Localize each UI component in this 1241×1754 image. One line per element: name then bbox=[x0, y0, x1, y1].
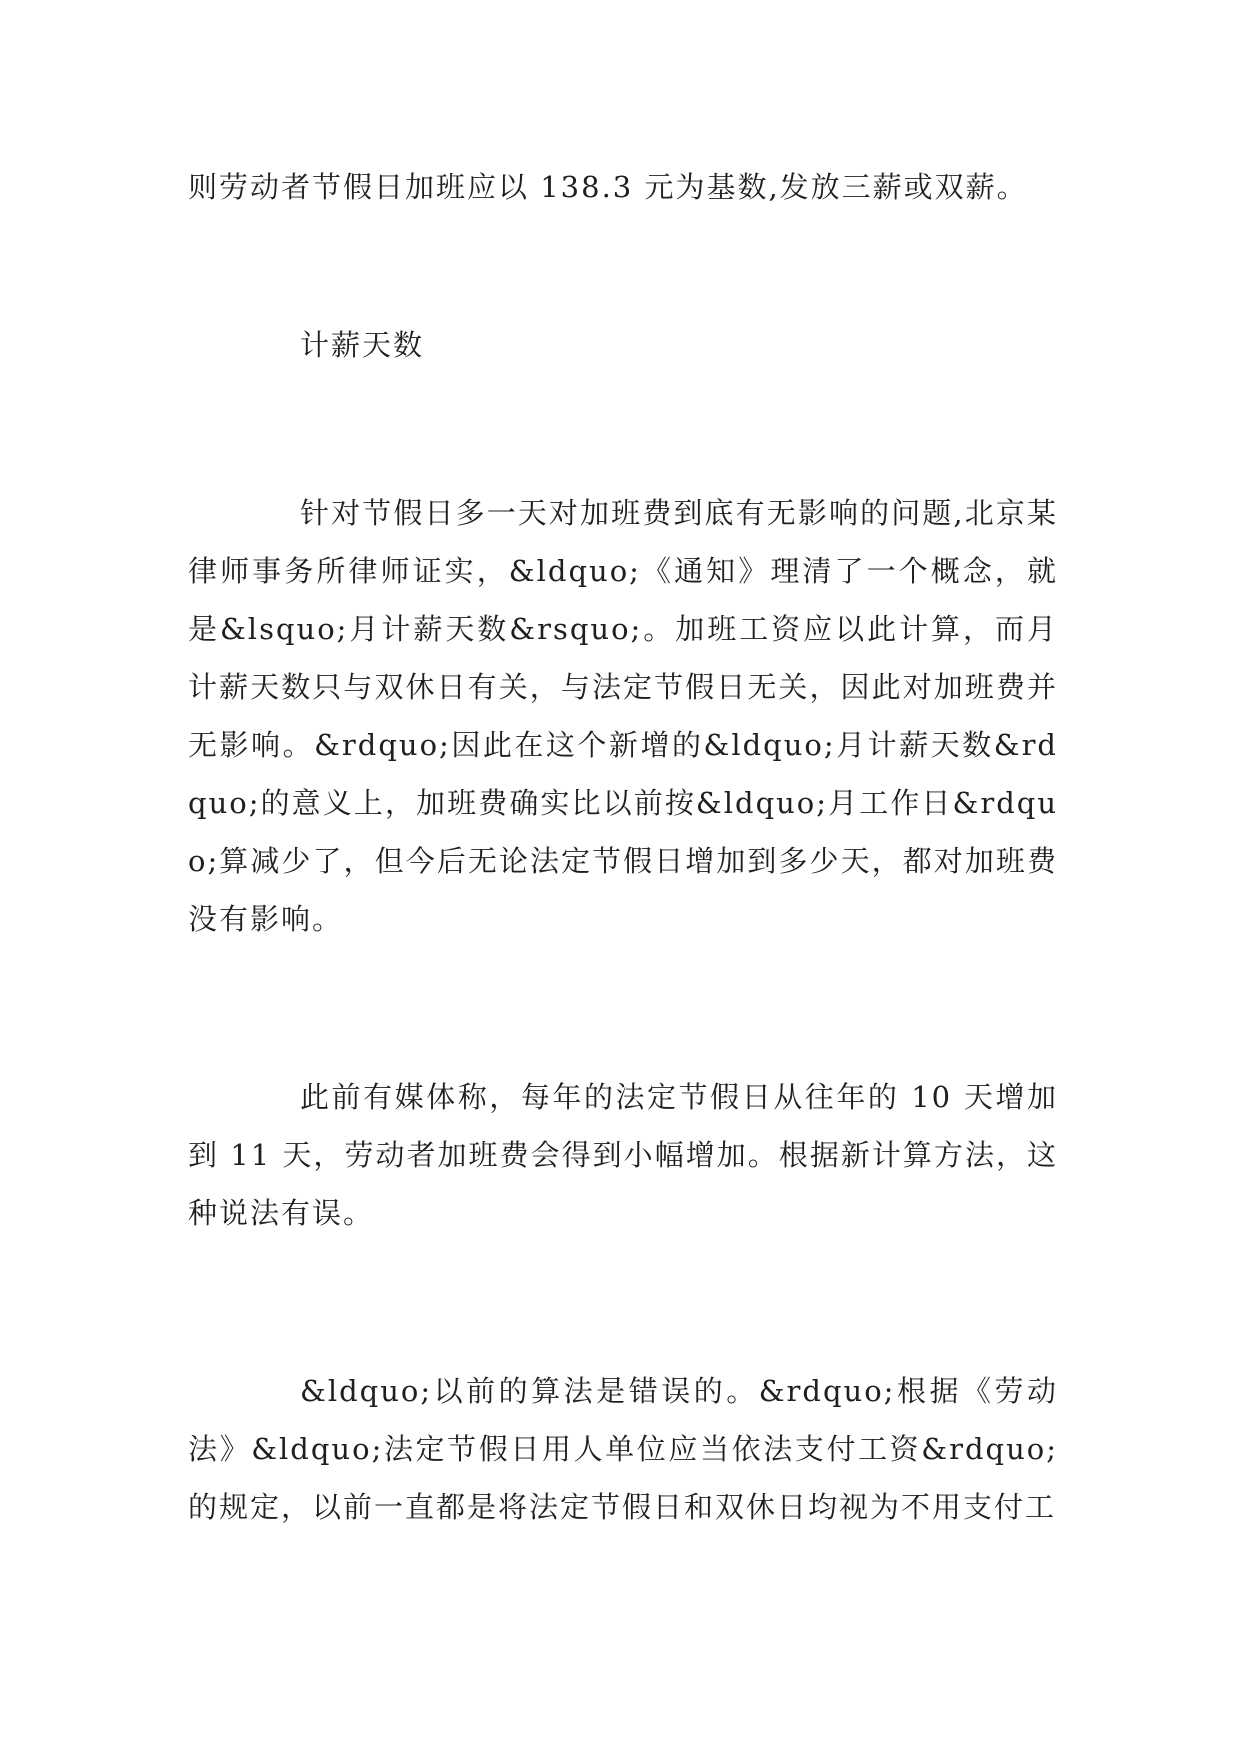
paragraph-spacer bbox=[188, 374, 1058, 484]
section-heading: 计薪天数 bbox=[300, 328, 425, 362]
document-body bbox=[188, 158, 1058, 1536]
paragraph-overtime-base: 则劳动者节假日加班应以 138.3 元为基数,发放三薪或双薪。 bbox=[188, 170, 1028, 204]
paragraph-spacer bbox=[188, 1242, 1058, 1362]
paragraph-spacer bbox=[188, 216, 1058, 316]
paragraph-media-claim: 此前有媒体称，每年的法定节假日从往年的 10 天增加到 11 天，劳动者加班费会得到小幅增加。根据新计算方法，这种说法有误。 bbox=[188, 1080, 1058, 1230]
paragraph-lawyer-explanation: 针对节假日多一天对加班费到底有无影响的问题,北京某律师事务所律师证实，&ldquo;《通知》理清了一个概念，就是&lsquo;月计薪天数&rsquo;。加班工资应以此计算，而月计薪天数只与双休日有关，与法定节假日无关，因此对加班费并无影响。&rdquo;因此在这个新增的&ldquo;月计薪天数&rdquo;的意义上，加班费确实比以前按&ldquo;月工作日&rdquo;算减少了，但今后无论法定节假日增加到多少天，都对加班费没有影响。 bbox=[188, 496, 1058, 936]
paragraph-previous-method: &ldquo;以前的算法是错误的。&rdquo;根据《劳动法》&ldquo;法定节假日用人单位应当依法支付工资&rdquo;的规定，以前一直都是将法定节假日和双休日均视为不用支付工 bbox=[188, 1374, 1058, 1524]
paragraph-spacer bbox=[188, 948, 1058, 1068]
